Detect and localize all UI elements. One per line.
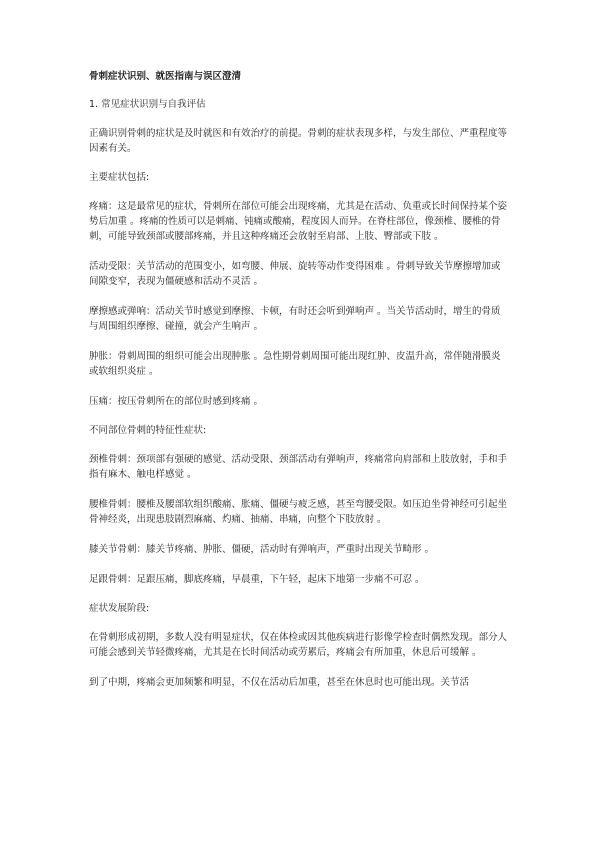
stage-middle: 到了中期，疼痛会更加频繁和明显，不仅在活动后加重，甚至在休息时也可能出现。关节活 (89, 677, 470, 688)
location-cervical: 颈椎骨刺：颈项部有强硬的感觉、活动受限、颈部活动有弹响声，疼痛常向肩部和上肢放射，手和手指有麻木、触电样感觉 。 (89, 454, 508, 480)
main-symptoms-heading: 主要症状包括: (89, 172, 150, 183)
symptom-swelling: 肿胀：骨刺周围的组织可能会出现肿胀 。急性期骨刺周围可能出现红肿、皮温升高，常伴随滑膜炎或软组织炎症 。 (89, 351, 501, 377)
symptom-tenderness: 压痛：按压骨刺所在的部位时感到疼痛 。 (89, 396, 264, 407)
document-title: 骨刺症状识别、就医指南与误区澄清 (89, 71, 242, 82)
section-heading: 1. 常见症状识别与自我评估 (89, 99, 206, 110)
location-knee: 膝关节骨刺：膝关节疼痛、肿胀、僵硬，活动时有弹响声，严重时出现关节畸形 。 (89, 544, 435, 555)
location-heel: 足跟骨刺：足跟压痛，脚底疼痛，早晨重，下午轻，起床下地第一步痛不可忍 。 (89, 574, 425, 585)
symptom-friction: 摩擦感或弹响：活动关节时感觉到摩擦、卡顿，有时还会听到弹响声 。当关节活动时，增生的骨质与周围组织摩擦、碰撞，就会产生响声 。 (89, 306, 501, 332)
stage-heading: 症状发展阶段: (89, 603, 150, 614)
location-heading: 不同部位骨刺的特征性症状: (89, 425, 207, 436)
intro-paragraph: 正确识别骨刺的症状是及时就医和有效治疗的前提。骨刺的症状表现多样，与发生部位、严重程度等因素有关。 (89, 128, 508, 154)
symptom-activity-limit: 活动受限：关节活动的范围变小，如弯腰、伸展、旋转等动作变得困难 。骨刺导致关节摩擦增加或间隙变窄，表现为僵硬感和活动不灵活 。 (89, 261, 501, 287)
document-page (89, 70, 509, 705)
symptom-pain: 疼痛：这是最常见的症状，骨刺所在部位可能会出现疼痛，尤其是在活动、负重或长时间保持某个姿势后加重 。疼痛的性质可以是刺痛、钝痛或酸痛，程度因人而异。在脊柱部位，像颈椎、腰椎的骨刺，可能导致颈部或腰部疼痛，并且这种疼痛还会放射至肩部、上肢、臀部或下肢 。 (89, 201, 508, 242)
stage-early: 在骨刺形成初期，多数人没有明显症状，仅在体检或因其他疾病进行影像学检查时偶然发现。部分人可能会感到关节轻微疼痛，尤其是在长时间活动或劳累后，疼痛会有所加重，休息后可缓解 。 (89, 632, 508, 658)
location-lumbar: 腰椎骨刺：腰椎及腰部软组织酸痛、胀痛、僵硬与疲乏感，甚至弯腰受限。如压迫坐骨神经可引起坐骨神经炎，出现患肢剧烈麻痛、灼痛、抽痛、串痛，向整个下肢放射 。 (89, 499, 508, 525)
